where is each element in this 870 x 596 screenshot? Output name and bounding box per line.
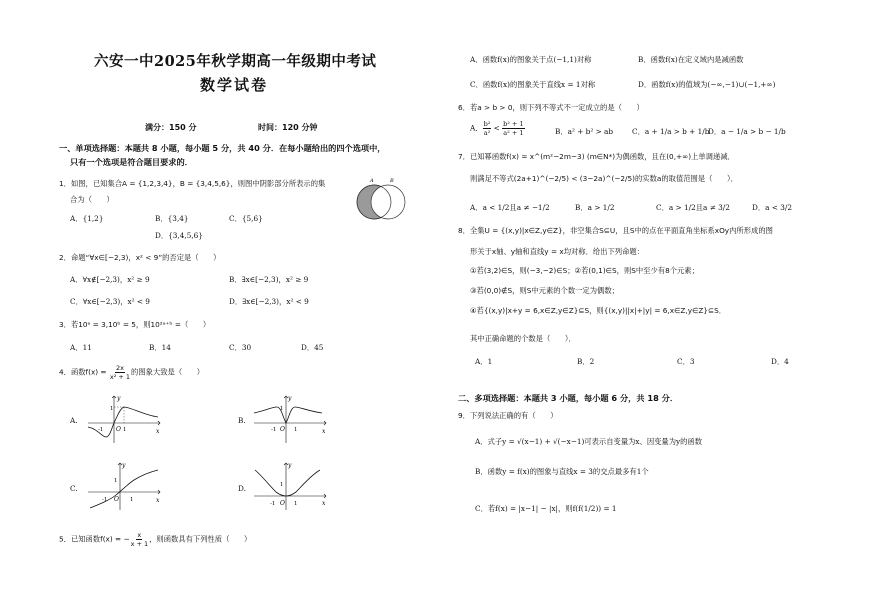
question-8-item-4: ④若{(x,y)|x+y = 6,x∈Z,y∈Z}⊆S，则{(x,y)||x|+|y| = 6,x∈Z,y∈Z}⊆S． [470,306,727,315]
question-2-option-a[interactable]: A．∀x∉[−2,3)，x² ≥ 9 [70,275,150,284]
question-6-option-a[interactable] [470,120,525,137]
graph-a-y-tick: 1 [110,406,114,412]
graph-c-y-label: y [122,462,126,469]
question-8-option-a[interactable]: A．1 [475,357,493,366]
question-8-option-d[interactable]: D．4 [771,357,789,366]
question-4-option-c-label[interactable]: C. [70,484,78,493]
graph-a-origin: O [116,426,121,433]
question-6-option-a-right-num: b² + 1 [503,120,524,128]
graph-c-origin: O [114,496,119,503]
question-4-stem [59,364,204,381]
question-2-option-b[interactable]: B．∃x∈[−2,3)，x² ≥ 9 [229,275,309,284]
graph-d[interactable] [250,460,330,512]
question-2-option-d[interactable]: D．∃x∈[−2,3)，x² < 9 [229,297,309,306]
set-b-circle [371,185,405,219]
question-6-option-d[interactable]: D．a − 1/a > b − 1/b [708,127,786,136]
question-4-stem-prefix: 4．函数f(x) = [59,367,109,377]
question-9-option-a[interactable]: A．式子y = √(x−1) + √(−x−1)可表示自变量为x、因变量为y的函数 [475,437,703,446]
question-4-frac-den: x² + 1 [109,373,131,381]
venn-label-a: A [370,178,374,184]
graph-a-x-label: x [156,428,160,435]
question-7-stem-cont: 则满足不等式(2a+1)^(−2/5) < (3−2a)^(−2/5)的实数a的取值范围是（ ）． [470,174,738,183]
question-5-stem [59,531,251,548]
question-7-option-d[interactable]: D．a < 3/2 [752,203,792,212]
graph-a-x-tick: 1 [123,427,127,433]
question-1-option-d[interactable]: D．{3,4,5,6} [155,231,203,240]
question-6-option-a-left-den: a² [483,129,491,137]
question-1-stem: 1．如图，已知集合A = {1,2,3,4}，B = {3,4,5,6}，则图中阴影部分所表示的集 [59,179,326,188]
question-9-option-c[interactable]: C．若f(x) = |x−1| − |x|，则f(f(1/2)) = 1 [475,504,617,513]
graph-b-x-label: x [322,428,326,435]
graph-b-origin: O [280,426,285,433]
graph-b[interactable] [250,393,330,445]
question-8-stem: 8．全集U = {(x,y)|x∈Z,y∈Z}，非空集合S⊆U，且S中的点在平面直角坐标系xOy内所形成的图 [458,226,773,235]
graph-d-origin: O [280,500,285,507]
graph-b-y-label: y [288,395,292,402]
question-2-option-c[interactable]: C．∀x∈[−2,3)，x² < 9 [70,297,150,306]
question-4-option-d-label[interactable]: D. [238,484,246,493]
graph-a-x-tick-neg: -1 [98,427,104,433]
graph-d-x-tick-neg: -1 [270,501,276,507]
question-8-item-3: ③若(0,0)∉S，则S中元素的个数一定为偶数； [470,286,619,295]
question-1-stem-cont: 合为（ ） [70,195,114,204]
section1-heading-cont: 只有一个选项是符合题目要求的． [70,157,193,167]
question-3-option-a[interactable]: A．11 [70,343,92,352]
venn-diagram [352,174,412,220]
question-8-stem-cont: 形关于x轴、y轴和直线y = x均对称．给出下列命题： [470,247,644,256]
question-3-option-d[interactable]: D．45 [301,343,324,352]
graph-a[interactable] [84,393,164,445]
exam-title: 六安一中2025年秋学期高一年级期中考试 [94,53,377,70]
graph-b-x-tick: 1 [294,427,298,433]
question-5-option-a[interactable]: A．函数f(x)的图象关于点(−1,1)对称 [470,55,592,64]
graph-d-y-tick: 1 [280,482,284,488]
question-7-option-b[interactable]: B．a > 1/2 [575,203,615,212]
question-8-item-1-2: ①若(3,2)∈S，则(−3,−2)∈S；②若(0,1)∈S，则S中至少有8个元素； [470,266,699,275]
question-6-option-a-left-num: b² [483,120,491,128]
section2-heading: 二、多项选择题：本题共 3 小题，每小题 6 分，共 18 分． [458,393,679,403]
question-9-option-b[interactable]: B．函数y = f(x)的图象与直线x = 3的交点最多有1个 [475,467,649,476]
exam-time: 时间：120 分钟 [258,123,318,132]
question-5-option-b[interactable]: B．函数f(x)在定义域内是减函数 [638,55,744,64]
question-3-stem: 3．若10ᵃ = 3,10ᵇ = 5，则10²ᵃ⁺ᵇ =（ ） [59,320,211,329]
question-5-option-d[interactable]: D．函数f(x)的值域为(−∞,−1)∪(−1,+∞) [638,80,776,89]
question-7-option-a[interactable]: A．a < 1/2且a ≠ −1/2 [470,203,550,212]
question-3-option-b[interactable]: B．14 [149,343,171,352]
graph-c[interactable] [84,460,164,512]
graph-b-y-tick: 1 [280,406,284,412]
question-5-stem-suffix: ，则函数具有下列性质（ ） [149,534,252,544]
question-4-stem-suffix: 的图象大致是（ ） [131,367,205,377]
question-4-fraction [109,364,131,381]
question-8-option-b[interactable]: B．2 [577,357,595,366]
question-3-option-c[interactable]: C．30 [229,343,252,352]
graph-d-y-label: y [288,462,292,469]
question-4-option-a-label[interactable]: A. [70,416,78,425]
question-6-option-a-rel: < [491,123,503,133]
question-5-frac-num: x [137,531,142,539]
question-4-frac-num: 2x [115,364,124,372]
section1-heading: 一、单项选择题：本题共 8 小题，每小题 5 分，共 40 分．在每小题给出的四个选项中， [59,143,386,153]
full-score: 满分：150 分 [145,123,197,132]
question-4-option-b-label[interactable]: B. [238,416,246,425]
question-6-option-b[interactable]: B．a² + b² > ab [555,127,614,136]
question-1-option-a[interactable]: A．{1,2} [70,214,104,223]
question-6-option-a-label: A． [470,123,483,133]
graph-c-x-tick: 1 [130,497,134,503]
question-9-stem: 9．下列说法正确的有（ ） [458,411,558,420]
question-5-option-c[interactable]: C．函数f(x)的图象关于直线x = 1对称 [470,80,596,89]
exam-subtitle: 数学试卷 [200,76,269,94]
graph-c-y-tick: 1 [114,478,118,484]
question-8-option-c[interactable]: C．3 [677,357,695,366]
question-5-stem-prefix: 5．已知函数f(x) = − [59,534,130,544]
question-6-option-a-right-frac [502,120,524,137]
question-6-stem: 6．若a > b > 0，则下列不等式不一定成立的是（ ） [458,103,644,112]
question-7-option-c[interactable]: C．a > 1/2且a ≠ 3/2 [656,203,730,212]
question-5-fraction [130,531,150,548]
question-7-stem: 7．已知幂函数f(x) = x^(m²−2m−3) (m∈N*)为偶函数，且在(0,+∞)上单调递减． [458,152,735,161]
question-6-option-a-right-den: a² + 1 [503,129,524,137]
venn-label-b: B [390,178,394,184]
graph-a-y-label: y [117,395,121,402]
graph-b-x-tick-neg: -1 [271,427,277,433]
question-5-frac-den: x + 1 [130,540,149,548]
graph-d-x-label: x [322,500,326,507]
graph-c-x-tick-neg: -1 [102,497,108,503]
graph-d-x-tick: 1 [294,501,298,507]
question-1-option-c[interactable]: C．{5,6} [229,214,263,223]
question-8-count-question: 其中正确命题的个数是（ ）． [470,334,576,343]
question-1-option-b[interactable]: B．{3,4} [155,214,189,223]
question-6-option-c[interactable]: C．a + 1/a > b + 1/b [632,127,710,136]
graph-c-x-label: x [156,497,160,504]
question-2-stem: 2．命题“∀x∈[−2,3)，x² < 9”的否定是（ ） [59,253,221,262]
